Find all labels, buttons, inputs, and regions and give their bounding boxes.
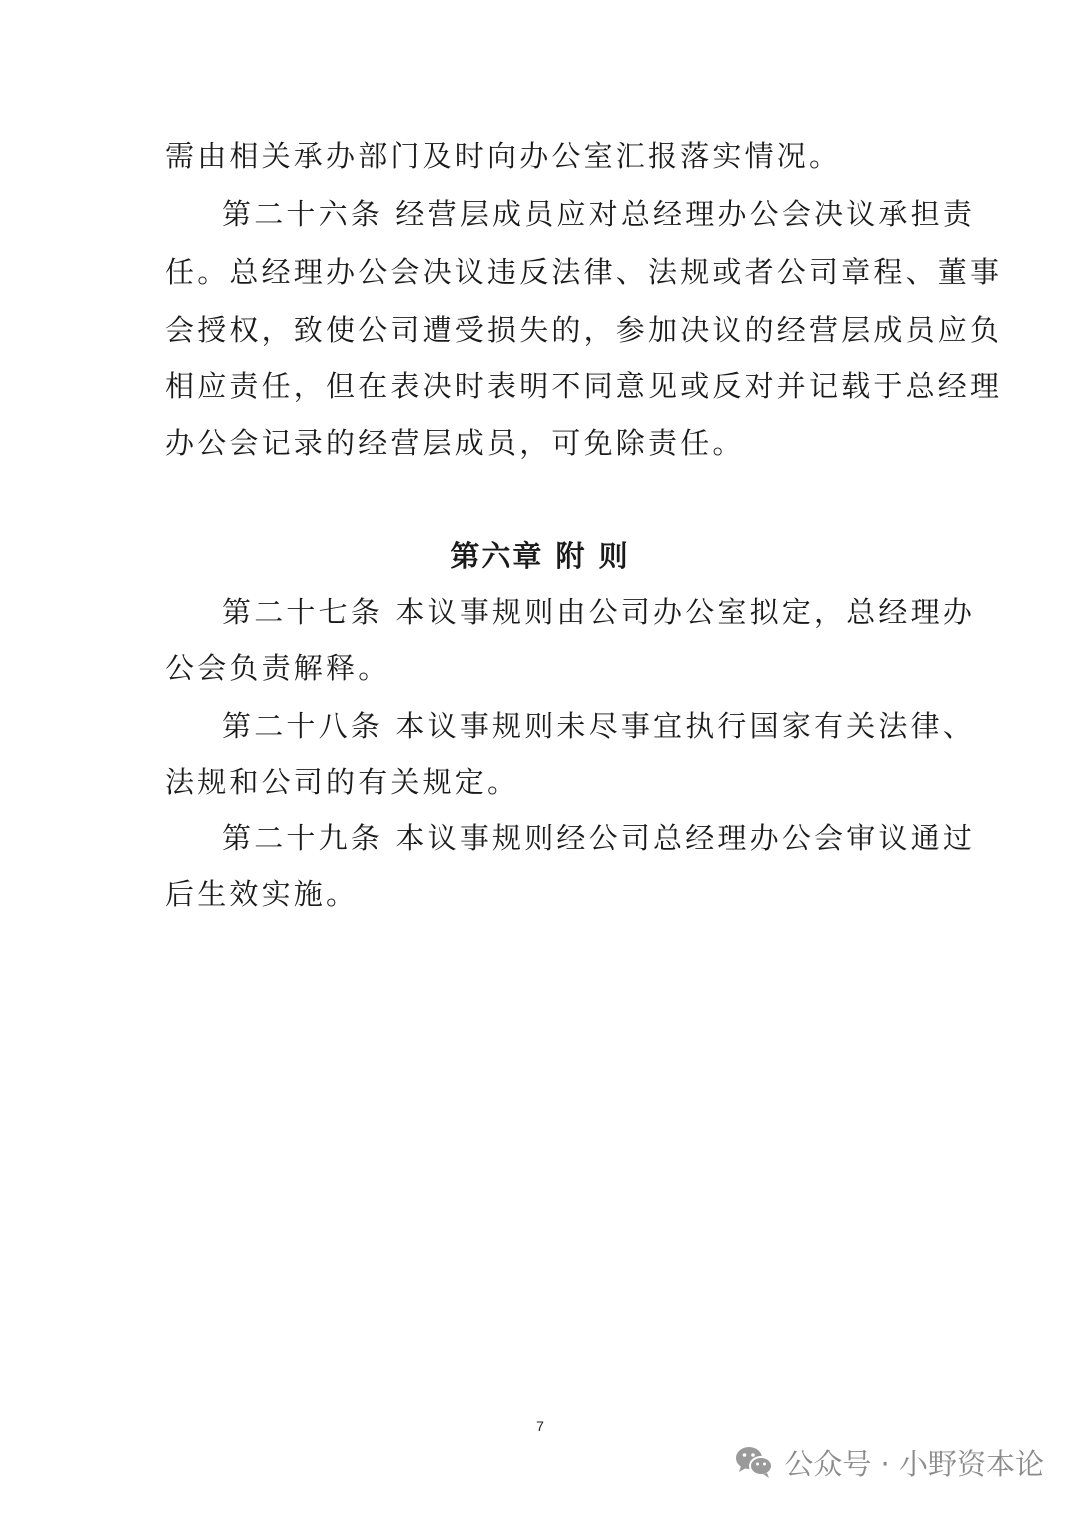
- chapter-title: 第六章 附 则: [450, 539, 630, 573]
- watermark: [734, 1440, 1044, 1484]
- article-26-line-4: 相应责任，但在表决时表明不同意见或反对并记载于总经理: [165, 369, 1003, 403]
- article-27-line-2: 公会负责解释。: [165, 651, 391, 685]
- article-29-line-1: 第二十九条 本议事规则经公司总经理办公会审议通过: [222, 821, 976, 855]
- article-27-line-1: 第二十七条 本议事规则由公司办公室拟定，总经理办: [222, 595, 976, 629]
- article-26-line-1: 第二十六条 经营层成员应对总经理办公会决议承担责: [222, 197, 976, 231]
- page-number: 7: [536, 1418, 544, 1434]
- article-26-line-2: 任。总经理办公会决议违反法律、法规或者公司章程、董事: [165, 255, 1003, 289]
- article-26-line-5: 办公会记录的经营层成员，可免除责任。: [165, 426, 745, 460]
- wechat-icon: [734, 1444, 774, 1480]
- article-28-line-2: 法规和公司的有关规定。: [165, 765, 520, 799]
- paragraph-line: 需由相关承办部门及时向办公室汇报落实情况。: [165, 139, 842, 173]
- article-29-line-2: 后生效实施。: [165, 877, 359, 911]
- article-28-line-1: 第二十八条 本议事规则未尽事宜执行国家有关法律、: [222, 709, 976, 743]
- watermark-text: 公众号 · 小野资本论: [784, 1446, 1044, 1481]
- article-26-line-3: 会授权，致使公司遭受损失的，参加决议的经营层成员应负: [165, 313, 1003, 347]
